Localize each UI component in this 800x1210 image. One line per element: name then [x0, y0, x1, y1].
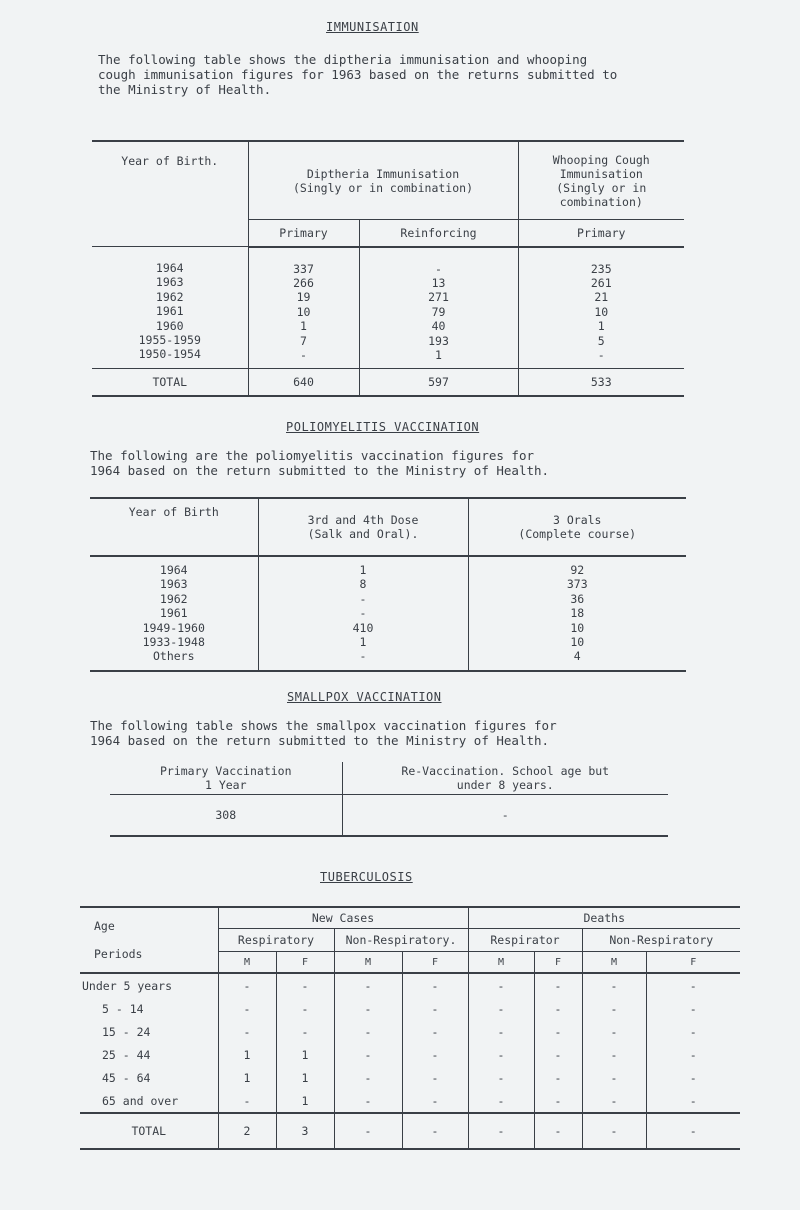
tb-value-cell: - [402, 997, 468, 1020]
tb-value-cell: - [689, 1001, 697, 1016]
header-reinforcing: Reinforcing [359, 220, 518, 247]
tb-header-f: F [534, 952, 582, 974]
tb-value-cell: 1 [218, 1043, 276, 1066]
smallpox-header-primary: Primary Vaccination 1 Year [110, 762, 342, 795]
polio-orals-cell: 10 [570, 635, 585, 650]
header-whooping-cough: Whooping Cough Immunisation (Singly or in combination) [518, 141, 684, 220]
tb-value-cell: - [468, 1066, 534, 1089]
tb-value-cell: - [218, 1089, 276, 1113]
tb-header-m: M [218, 952, 276, 974]
tb-total-label: TOTAL [80, 1113, 218, 1149]
tb-heading: TUBERCULOSIS [320, 870, 413, 884]
tb-value-cell: - [689, 1124, 697, 1138]
smallpox-intro: The following table shows the smallpox vaccination figures for 1964 based on the return submitted to the Ministry of Health. [90, 718, 557, 748]
tb-value-cell: - [468, 1089, 534, 1113]
smallpox-header-revacc: Re-Vaccination. School age but under 8 years. [401, 764, 610, 792]
smallpox-table [110, 762, 668, 837]
tb-value-cell: - [534, 1020, 582, 1043]
tb-value-cell: 2 [218, 1113, 276, 1149]
imm-year-cell: 1963 [155, 275, 184, 290]
polio-dose-cell: 1 [359, 563, 367, 577]
tb-value-cell: - [218, 1020, 276, 1043]
imm-year-cell: 1955-1959 [138, 333, 201, 348]
tb-value-cell: - [468, 997, 534, 1020]
imm-reinforcing-cell: 13 [431, 275, 446, 290]
tb-value-cell: - [334, 1089, 402, 1113]
imm-whooping-cell: 5 [597, 333, 605, 348]
imm-primary-cell: 10 [296, 304, 311, 319]
tb-header-f: F [402, 952, 468, 974]
tb-value-cell: - [402, 973, 468, 997]
imm-year-cell: 1961 [155, 304, 184, 319]
tb-value-cell: - [402, 1113, 468, 1149]
smallpox-heading: SMALLPOX VACCINATION [287, 690, 442, 704]
polio-orals-cell: 36 [570, 591, 585, 606]
tb-header-m: M [468, 952, 534, 974]
tb-value-cell: - [402, 1089, 468, 1113]
imm-reinforcing-cell: 79 [431, 304, 446, 319]
tb-age-period: 65 and over [80, 1089, 218, 1113]
imm-reinforcing-cell: 193 [428, 333, 449, 348]
col-year-values [92, 247, 248, 369]
tb-value-cell: - [534, 973, 582, 997]
tb-value-cell: - [582, 973, 646, 997]
polio-orals-cell: 10 [570, 620, 585, 635]
tb-value-cell: 1 [276, 1043, 334, 1066]
smallpox-primary-value: 308 [110, 795, 342, 837]
tb-value-cell: - [276, 997, 334, 1020]
tb-value-cell: - [468, 973, 534, 997]
tb-age-period: Under 5 years [80, 973, 218, 997]
imm-whooping-cell: 1 [597, 319, 605, 334]
tb-value-cell: - [276, 1020, 334, 1043]
imm-reinforcing-cell: 40 [431, 319, 446, 334]
tb-value-cell: 1 [218, 1066, 276, 1089]
imm-primary-cell: 7 [300, 333, 307, 348]
polio-dose-cell: - [359, 649, 367, 664]
tb-value-cell: - [534, 1043, 582, 1066]
total-label: TOTAL [92, 369, 248, 397]
polio-col-dose [258, 556, 468, 671]
polio-year-cell: 1949-1960 [142, 620, 205, 635]
polio-year-cell: 1961 [159, 606, 188, 621]
total-reinforcing: 597 [359, 369, 518, 397]
immunisation-table [92, 140, 684, 397]
polio-dose-cell: - [359, 591, 367, 606]
tb-value-cell: - [334, 973, 402, 997]
col-primary-values [248, 247, 359, 369]
tb-header-f: F [690, 956, 697, 968]
col-reinforcing-values [359, 247, 518, 369]
tb-value-cell: - [689, 1047, 697, 1062]
tb-value-cell: 3 [276, 1113, 334, 1149]
imm-whooping-cell: 21 [594, 290, 609, 305]
tb-value-cell: 1 [276, 1089, 334, 1113]
tb-value-cell: - [334, 997, 402, 1020]
imm-year-cell: 1962 [155, 289, 184, 304]
polio-header-dose: 3rd and 4th Dose (Salk and Oral). [258, 498, 468, 556]
tb-value-cell: - [534, 1089, 582, 1113]
tb-value-cell: - [218, 973, 276, 997]
tb-value-cell: - [689, 1024, 697, 1039]
tb-row [80, 1020, 740, 1043]
imm-whooping-cell: 10 [594, 304, 609, 319]
tb-value-cell: - [334, 1043, 402, 1066]
tb-value-cell: - [689, 978, 697, 993]
polio-col-year [90, 556, 258, 671]
tb-age-period: 45 - 64 [80, 1066, 218, 1089]
tb-table [80, 906, 740, 1150]
tb-value-cell: - [534, 1066, 582, 1089]
tb-total-row [80, 1113, 740, 1149]
tb-row [80, 973, 740, 997]
total-primary: 640 [248, 369, 359, 397]
imm-primary-cell: 337 [293, 261, 314, 276]
tb-value-cell: - [582, 997, 646, 1020]
tb-header-deaths-respiratory: Respirator [468, 929, 582, 952]
polio-table [90, 497, 686, 672]
imm-reinforcing-cell: 1 [435, 347, 442, 362]
tb-header-m: M [334, 952, 402, 974]
tb-header-new-cases: New Cases [218, 907, 468, 929]
tb-value-cell: - [689, 1093, 697, 1108]
tb-value-cell: - [402, 1020, 468, 1043]
polio-year-cell: 1963 [159, 577, 188, 592]
tb-row [80, 1066, 740, 1089]
tb-value-cell: - [582, 1113, 646, 1149]
polio-header-year: Year of Birth [90, 498, 258, 556]
tb-row [80, 1089, 740, 1113]
tb-row [80, 1043, 740, 1066]
polio-year-cell: 1962 [159, 591, 188, 606]
tb-value-cell: - [689, 1070, 697, 1085]
tb-row [80, 997, 740, 1020]
tb-value-cell: 1 [276, 1066, 334, 1089]
imm-reinforcing-cell: 271 [428, 290, 449, 305]
col-whooping-values [518, 247, 684, 369]
imm-primary-cell: 266 [293, 275, 314, 290]
imm-whooping-cell: - [597, 347, 605, 362]
tb-header-deaths: Deaths [468, 907, 740, 929]
tb-age-period: 5 - 14 [80, 997, 218, 1020]
header-diphtheria: Diptheria Immunisation (Singly or in combination) [248, 141, 518, 220]
tb-age-period: 25 - 44 [80, 1043, 218, 1066]
polio-intro: The following are the poliomyelitis vaccination figures for 1964 based on the return submitted to the Ministry of Health. [90, 448, 550, 478]
tb-header-age: Age Periods [80, 907, 218, 973]
polio-dose-cell: - [359, 606, 367, 621]
imm-primary-cell: 19 [296, 290, 311, 305]
imm-year-cell: 1964 [155, 261, 184, 275]
imm-year-cell: 1950-1954 [138, 347, 201, 362]
tb-value-cell: - [582, 1020, 646, 1043]
tb-value-cell: - [468, 1020, 534, 1043]
polio-year-cell: Others [152, 649, 195, 664]
imm-primary-cell: 1 [300, 319, 307, 334]
header-year: Year of Birth. [92, 141, 248, 247]
tb-value-cell: - [402, 1043, 468, 1066]
tb-header-m: M [582, 952, 646, 974]
polio-dose-cell: 8 [359, 577, 367, 592]
tb-age-period: 15 - 24 [80, 1020, 218, 1043]
tb-value-cell: - [334, 1113, 402, 1149]
tb-value-cell: - [468, 1043, 534, 1066]
polio-col-orals [468, 556, 686, 671]
imm-reinforcing-cell: - [435, 261, 442, 276]
tb-value-cell: - [218, 997, 276, 1020]
header-whooping-primary: Primary [518, 220, 684, 247]
tb-value-cell: - [582, 1066, 646, 1089]
polio-header-orals: 3 Orals (Complete course) [518, 513, 637, 541]
tb-value-cell: - [582, 1043, 646, 1066]
imm-whooping-cell: 235 [590, 261, 612, 276]
polio-orals-cell: 373 [566, 577, 588, 592]
immunisation-intro: The following table shows the diptheria immunisation and whooping cough immunisation figures for 1963 based on the returns submitted to the Ministry of Health. [98, 52, 618, 97]
total-whooping: 533 [590, 375, 612, 390]
tb-value-cell: - [582, 1089, 646, 1113]
imm-whooping-cell: 261 [590, 275, 612, 290]
header-primary: Primary [248, 220, 359, 247]
tb-value-cell: - [534, 997, 582, 1020]
tb-header-f: F [276, 952, 334, 974]
tb-header-non-respiratory: Non-Respiratory. [334, 929, 468, 952]
tb-value-cell: - [276, 973, 334, 997]
imm-year-cell: 1960 [155, 318, 184, 333]
polio-orals-cell: 18 [570, 606, 585, 621]
polio-dose-cell: 410 [352, 620, 374, 635]
tb-value-cell: - [334, 1020, 402, 1043]
tb-header-respiratory: Respiratory [218, 929, 334, 952]
imm-primary-cell: - [300, 347, 307, 362]
tb-value-cell: - [468, 1113, 534, 1149]
polio-dose-cell: 1 [359, 635, 367, 650]
smallpox-revacc-value: - [501, 808, 509, 822]
polio-orals-cell: 92 [570, 563, 585, 577]
polio-orals-cell: 4 [573, 649, 581, 664]
tb-header-deaths-non-respiratory: Non-Respiratory [582, 929, 740, 952]
polio-heading: POLIOMYELITIS VACCINATION [286, 420, 480, 434]
tb-value-cell: - [402, 1066, 468, 1089]
immunisation-heading: IMMUNISATION [326, 20, 419, 34]
tb-value-cell: - [534, 1113, 582, 1149]
polio-year-cell: 1964 [159, 563, 188, 577]
tb-value-cell: - [334, 1066, 402, 1089]
polio-year-cell: 1933-1948 [142, 635, 205, 650]
